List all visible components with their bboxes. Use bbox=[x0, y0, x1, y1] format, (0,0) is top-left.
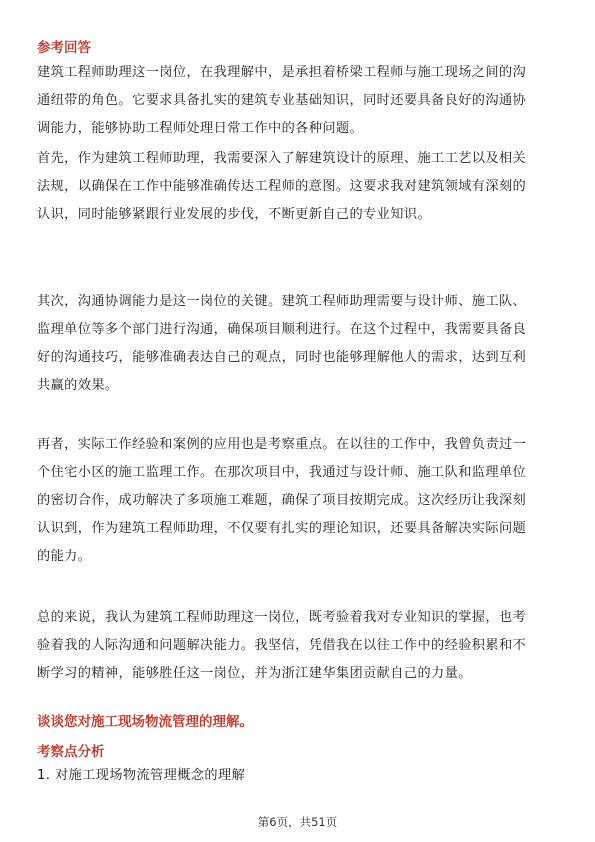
paragraph-1-line-3: 调能力，能够协助工程师处理日常工作中的各种问题。 bbox=[37, 121, 364, 136]
paragraph-3-line-2: 监理单位等多个部门进行沟通，确保项目顺利进行。在这个过程中，我需要具备良 bbox=[37, 322, 527, 337]
paragraph-4-line-2: 个住宅小区的施工监理工作。在那次项目中，我通过与设计师、施工队和监理单位 bbox=[37, 465, 527, 480]
page-number: 第6页，共51页 bbox=[257, 815, 338, 829]
paragraph-5-line-3: 断学习的精神，能够胜任这一岗位，并为浙江建华集团贡献自己的力量。 bbox=[37, 666, 472, 681]
paragraph-1-line-2: 通纽带的角色。它要求具备扎实的建筑专业基础知识，同时还要具备良好的沟通协 bbox=[37, 93, 527, 108]
analysis-heading: 考察点分析 bbox=[37, 744, 105, 760]
question-heading: 谈谈您对施工现场物流管理的理解。 bbox=[37, 714, 253, 730]
paragraph-5 bbox=[37, 604, 559, 688]
paragraph-4-line-1: 再者，实际工作经验和案例的应用也是考察重点。在以往的工作中，我曾负责过一 bbox=[37, 437, 527, 452]
paragraph-3-line-3: 好的沟通技巧，能够准确表达自己的观点，同时也能够理解他人的需求，达到互利 bbox=[37, 350, 527, 365]
paragraph-5-line-2: 验着我的人际沟通和问题解决能力。我坚信，凭借我在以往工作中的经验积累和不 bbox=[37, 638, 527, 653]
paragraph-2 bbox=[37, 145, 559, 229]
paragraph-4-line-4: 认识到，作为建筑工程师助理，不仅要有扎实的理论知识，还要具备解决实际问题 bbox=[37, 521, 527, 536]
paragraph-4-line-5: 的能力。 bbox=[37, 549, 92, 564]
paragraph-4 bbox=[37, 431, 559, 571]
paragraph-2-line-1: 首先，作为建筑工程师助理，我需要深入了解建筑设计的原理、施工工艺以及相关 bbox=[37, 151, 527, 166]
paragraph-1 bbox=[37, 59, 559, 143]
answer-heading: 参考回答 bbox=[37, 40, 91, 56]
paragraph-5-line-1: 总的来说，我认为建筑工程师助理这一岗位，既考验着我对专业知识的掌握，也考 bbox=[37, 610, 527, 625]
paragraph-4-line-3: 的密切合作，成功解决了多项施工难题，确保了项目按期完成。这次经历让我深刻 bbox=[37, 493, 527, 508]
paragraph-1-line-1: 建筑工程师助理这一岗位，在我理解中，是承担着桥梁工程师与施工现场之间的沟 bbox=[37, 65, 527, 80]
paragraph-3-line-4: 共赢的效果。 bbox=[37, 378, 119, 393]
paragraph-3 bbox=[37, 288, 559, 400]
paragraph-2-line-3: 认识，同时能够紧跟行业发展的步伐，不断更新自己的专业知识。 bbox=[37, 207, 432, 222]
paragraph-2-line-2: 法规，以确保在工作中能够准确传达工程师的意图。这要求我对建筑领域有深刻的 bbox=[37, 179, 527, 194]
analysis-item-1: 1. 对施工现场物流管理概念的理解 bbox=[37, 768, 246, 783]
paragraph-3-line-1: 其次，沟通协调能力是这一岗位的关键。建筑工程师助理需要与设计师、施工队、 bbox=[37, 294, 527, 309]
